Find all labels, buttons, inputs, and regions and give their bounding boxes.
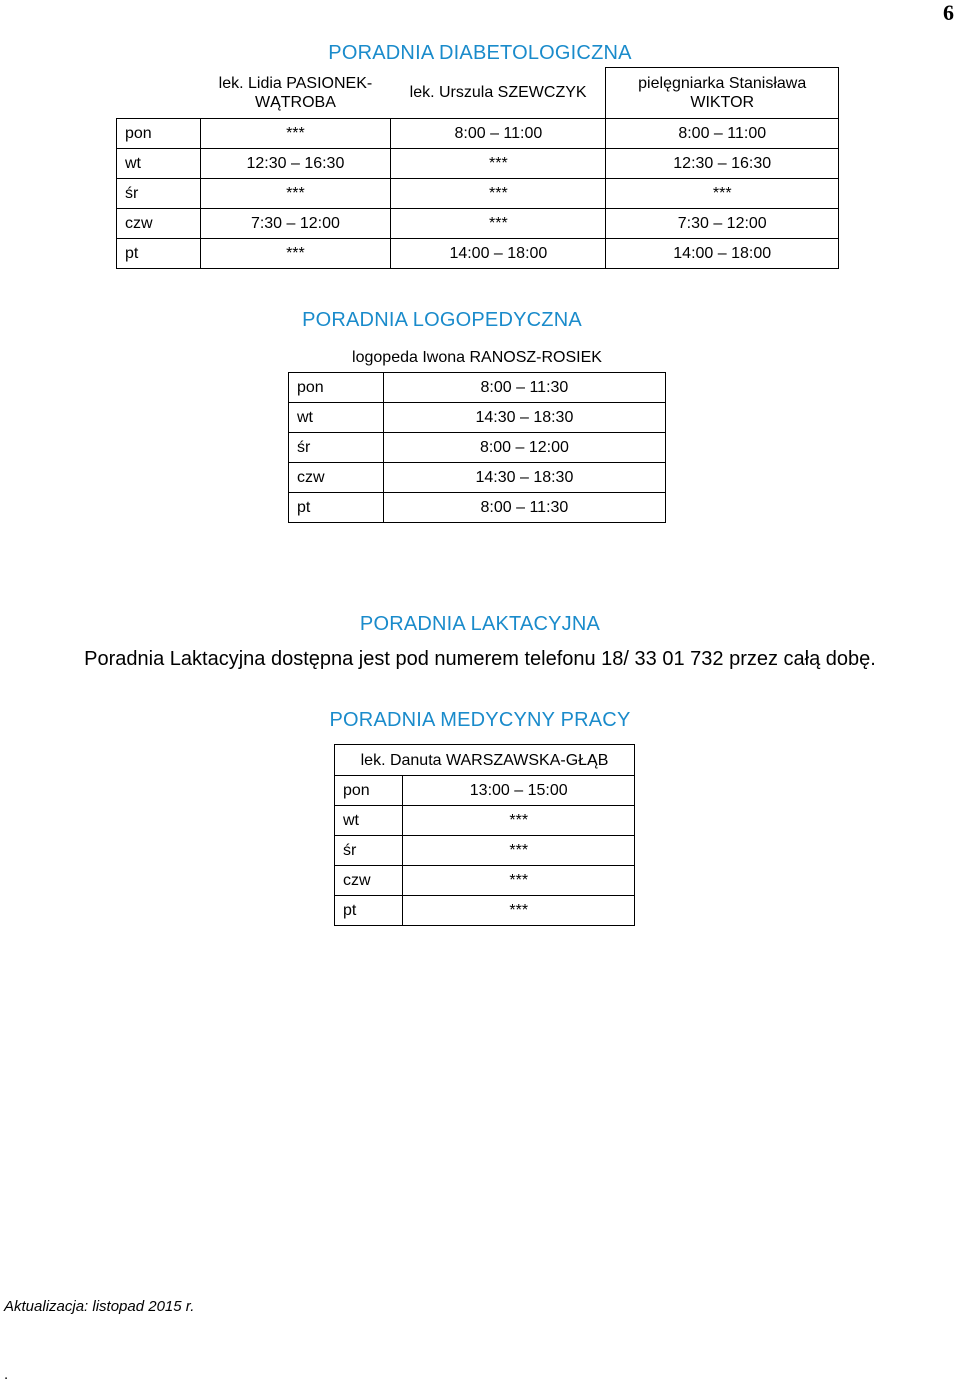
day-cell: pt bbox=[335, 896, 403, 926]
hours-cell: 8:00 – 11:00 bbox=[391, 119, 606, 149]
day-cell: czw bbox=[335, 866, 403, 896]
schedule-row bbox=[335, 776, 635, 806]
diabetology-schedule-table bbox=[116, 67, 839, 269]
schedule-row bbox=[335, 806, 635, 836]
schedule-row bbox=[117, 149, 839, 179]
lactation-info-text: Poradnia Laktacyjna dostępna jest pod numerem telefonu 18/ 33 01 732 przez całą dobę. bbox=[84, 648, 876, 670]
schedule-row bbox=[117, 239, 839, 269]
hours-cell: 8:00 – 11:30 bbox=[383, 373, 665, 403]
doctor-header-warszawska: lek. Danuta WARSZAWSKA-GŁĄB bbox=[335, 745, 635, 776]
hours-cell: *** bbox=[200, 239, 391, 269]
schedule-row bbox=[117, 179, 839, 209]
day-cell: wt bbox=[117, 149, 201, 179]
schedule-row bbox=[335, 866, 635, 896]
schedule-row bbox=[117, 209, 839, 239]
nurse-header-wiktor: pielęgniarka Stanisława WIKTOR bbox=[606, 68, 839, 119]
speech-therapy-heading: PORADNIA LOGOPEDYCZNA bbox=[302, 309, 582, 331]
hours-cell: *** bbox=[391, 209, 606, 239]
schedule-row bbox=[289, 403, 666, 433]
hours-cell: *** bbox=[403, 896, 635, 926]
hours-cell: 14:30 – 18:30 bbox=[383, 403, 665, 433]
hours-cell: 7:30 – 12:00 bbox=[200, 209, 391, 239]
hours-cell: *** bbox=[200, 119, 391, 149]
day-cell: czw bbox=[117, 209, 201, 239]
day-cell: pon bbox=[117, 119, 201, 149]
schedule-row bbox=[117, 119, 839, 149]
therapist-header: logopeda Iwona RANOSZ-ROSIEK bbox=[289, 343, 666, 373]
hours-cell: 14:30 – 18:30 bbox=[383, 463, 665, 493]
day-cell: pon bbox=[289, 373, 384, 403]
hours-cell: *** bbox=[200, 179, 391, 209]
schedule-row bbox=[289, 493, 666, 523]
lactation-heading: PORADNIA LAKTACYJNA bbox=[359, 613, 601, 635]
schedule-row bbox=[289, 373, 666, 403]
hours-cell: 12:30 – 16:30 bbox=[200, 149, 391, 179]
day-cell: śr bbox=[289, 433, 384, 463]
hours-cell: 12:30 – 16:30 bbox=[606, 149, 839, 179]
page-number: 6 bbox=[943, 0, 954, 25]
hours-cell: *** bbox=[403, 836, 635, 866]
trailing-mark: . bbox=[4, 1366, 9, 1383]
hours-cell: 8:00 – 12:00 bbox=[383, 433, 665, 463]
update-note: Aktualizacja: listopad 2015 r. bbox=[4, 1298, 195, 1315]
corner-cell bbox=[117, 68, 201, 119]
doctor-header-szewczyk: lek. Urszula SZEWCZYK bbox=[391, 68, 606, 119]
hours-cell: 13:00 – 15:00 bbox=[403, 776, 635, 806]
schedule-row bbox=[289, 433, 666, 463]
day-cell: śr bbox=[335, 836, 403, 866]
occupational-medicine-heading: PORADNIA MEDYCYNY PRACY bbox=[329, 709, 631, 731]
speech-therapy-schedule-table bbox=[288, 343, 666, 523]
hours-cell: 14:00 – 18:00 bbox=[606, 239, 839, 269]
hours-cell: *** bbox=[403, 806, 635, 836]
hours-cell: *** bbox=[391, 149, 606, 179]
hours-cell: *** bbox=[391, 179, 606, 209]
hours-cell: 14:00 – 18:00 bbox=[391, 239, 606, 269]
hours-cell: *** bbox=[403, 866, 635, 896]
day-cell: pon bbox=[335, 776, 403, 806]
occupational-medicine-schedule-table bbox=[334, 744, 635, 926]
day-cell: czw bbox=[289, 463, 384, 493]
hours-cell: 7:30 – 12:00 bbox=[606, 209, 839, 239]
doctor-header-pasionek: lek. Lidia PASIONEK-WĄTROBA bbox=[200, 68, 391, 119]
schedule-row bbox=[289, 463, 666, 493]
schedule-row bbox=[335, 896, 635, 926]
hours-cell: 8:00 – 11:00 bbox=[606, 119, 839, 149]
hours-cell: 8:00 – 11:30 bbox=[383, 493, 665, 523]
day-cell: pt bbox=[117, 239, 201, 269]
day-cell: śr bbox=[117, 179, 201, 209]
hours-cell: *** bbox=[606, 179, 839, 209]
day-cell: wt bbox=[335, 806, 403, 836]
day-cell: wt bbox=[289, 403, 384, 433]
diabetology-heading: PORADNIA DIABETOLOGICZNA bbox=[328, 42, 632, 64]
schedule-row bbox=[335, 836, 635, 866]
day-cell: pt bbox=[289, 493, 384, 523]
